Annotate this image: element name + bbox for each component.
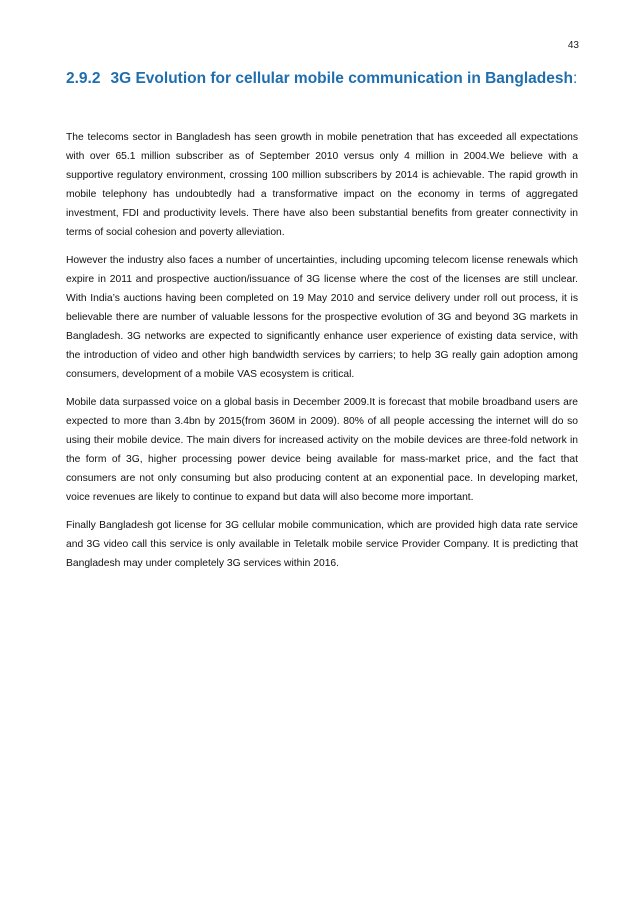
page-number: 43 <box>567 40 579 51</box>
section-heading <box>66 66 586 91</box>
paragraph-telecom-growth: The telecoms sector in Bangladesh has seen growth in mobile penetration that has exceeded all expectations with over 65.1 million subscriber as of September 2010 versus only 4 million in 2004.We believe with a supportive regulatory environment, crossing 100 million subscribers by 2014 is achievable. The rapid growth in mobile telephony has undoubtedly had a transformative impact on the economy in terms of aggregated investment, FDI and productivity levels. There have also been substantial benefits from greater connectivity in terms of social cohesion and poverty alleviation. <box>66 132 578 238</box>
section-number: 2.9.2 <box>66 70 101 87</box>
section-title: 3G Evolution for cellular mobile communication in Bangladesh <box>110 70 573 87</box>
paragraph-mobile-data: Mobile data surpassed voice on a global basis in December 2009.It is forecast that mobile broadband users are expected to more than 3.4bn by 2015(from 360M in 2009). 80% of all people accessing the internet will do so using their mobile device. The main divers for increased activity on the mobile devices are three-fold network in the form of 3G, higher processing power device being available for mass-market price, and the fact that consumers are not only consuming but also producing content at an exponential pace. In developing market, voice revenues are likely to continue to expand but data will also become more important. <box>66 397 578 503</box>
body-text <box>66 128 578 582</box>
paragraph-industry-uncertainties: However the industry also faces a number of uncertainties, including upcoming telecom license renewals which expire in 2011 and prospective auction/issuance of 3G license where the cost of the licenses are still unclear. With India’s auctions having been completed on 19 May 2010 and service delivery under roll out process, it is believable there are number of valuable lessons for the prospective evolution of 3G and beyond 3G markets in Bangladesh. 3G networks are expected to significantly enhance user experience of existing data service, with the introduction of video and other high bandwidth services by carriers; to help 3G really gain adoption among consumers, development of a mobile VAS ecosystem is critical. <box>66 255 578 380</box>
paragraph-3g-license: Finally Bangladesh got license for 3G cellular mobile communication, which are provided high data rate service and 3G video call this service is only available in Teletalk mobile service Provider Company. It is predicting that Bangladesh may under completely 3G services within 2016. <box>66 520 578 569</box>
section-title-colon: : <box>572 70 578 87</box>
